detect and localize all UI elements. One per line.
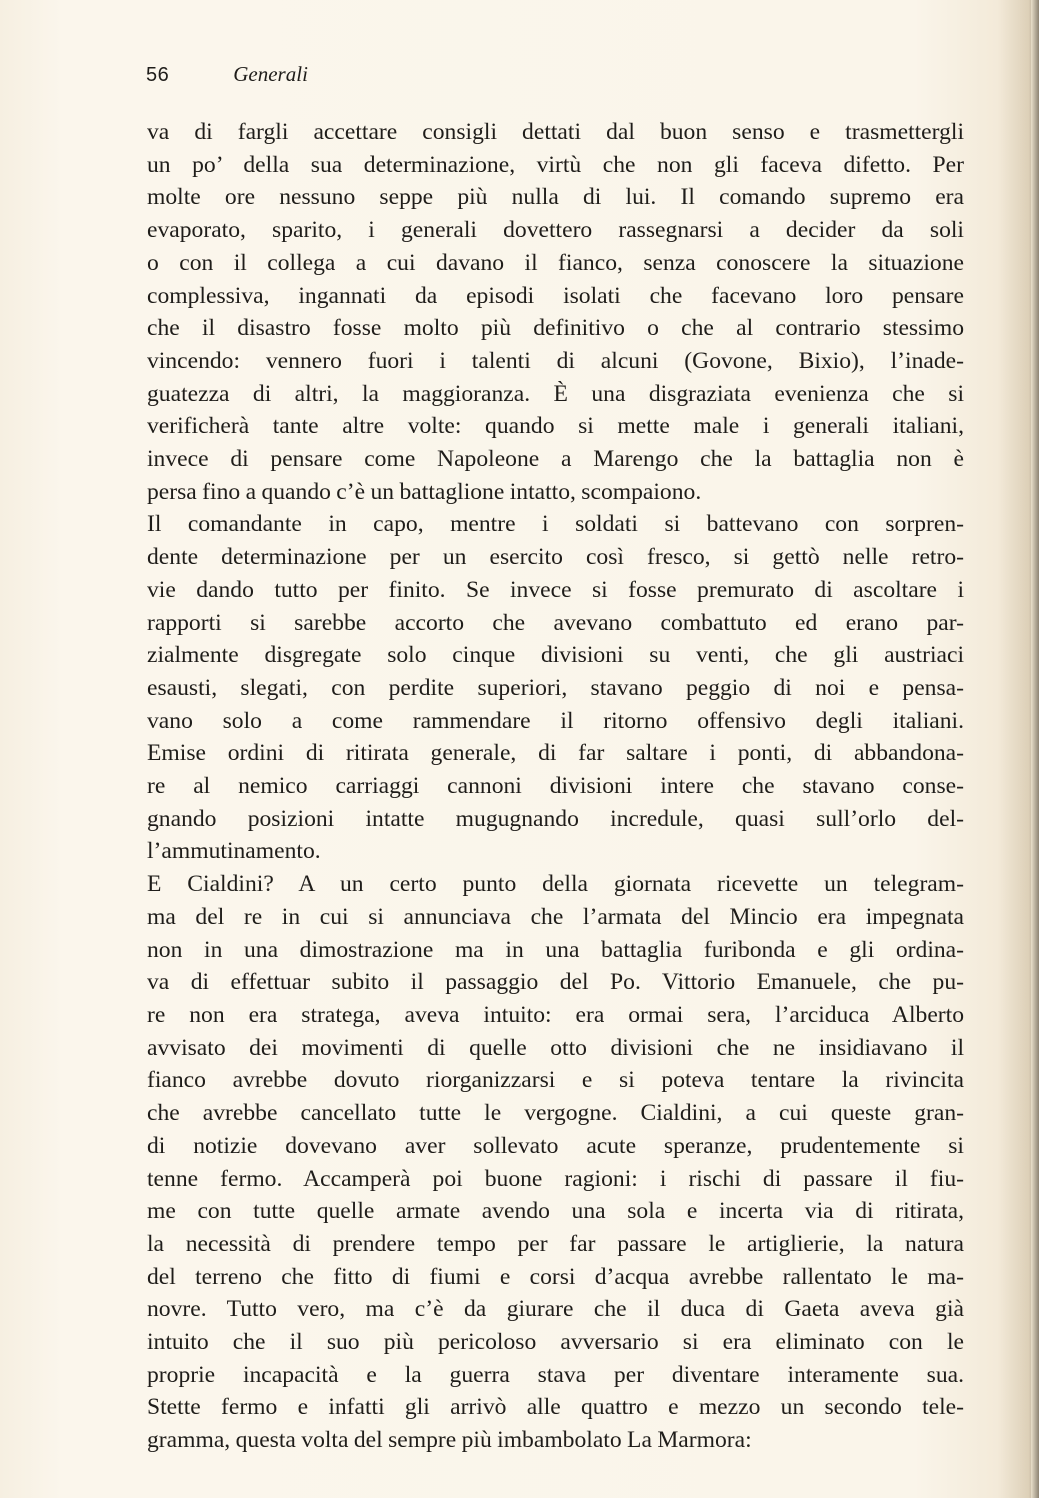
text-line: zialmente disgregate solo cinque divisioni su venti, che gli austriaci	[147, 642, 964, 669]
text-line: che avrebbe cancellato tutte le vergogne. Cialdini, a cui queste gran-	[147, 1100, 964, 1127]
text-line: la necessità di prendere tempo per far passare le artiglierie, la natura	[147, 1230, 964, 1257]
text-line: molte ore nessuno seppe più nulla di lui. Il comando supremo era	[147, 184, 964, 211]
text-line: avvisato dei movimenti di quelle otto divisioni che ne insidiavano il	[147, 1034, 964, 1061]
text-line: dente determinazione per un esercito così fresco, si gettò nelle retro-	[147, 544, 964, 571]
running-head	[146, 62, 308, 90]
text-line: vano solo a come rammendare il ritorno offensivo degli italiani.	[147, 707, 964, 734]
text-line: E Cialdini? A un certo punto della giornata ricevette un telegram-	[147, 871, 964, 898]
text-line: intuito che il suo più pericoloso avversario si era eliminato con le	[147, 1329, 964, 1356]
text-line: l’ammutinamento.	[147, 838, 321, 865]
text-line: Stette fermo e infatti gli arrivò alle quattro e mezzo un secondo tele-	[147, 1394, 964, 1421]
text-line: esausti, slegati, con perdite superiori, stavano peggio di noi e pensa-	[147, 674, 964, 701]
text-line: guatezza di altri, la maggioranza. È una disgraziata evenienza che si	[147, 380, 964, 407]
text-line: novre. Tutto vero, ma c’è da giurare che il duca di Gaeta aveva già	[147, 1296, 964, 1323]
text-line: persa fino a quando c’è un battaglione intatto, scompaiono.	[147, 478, 702, 505]
body-text	[147, 116, 964, 1457]
text-line: verificherà tante altre volte: quando si mette male i generali italiani,	[147, 413, 964, 440]
paragraph-2	[147, 508, 964, 868]
text-line: tenne fermo. Accamperà poi buone ragioni: i rischi di passare il fiu-	[147, 1165, 964, 1192]
text-line: Il comandante in capo, mentre i soldati si battevano con sorpren-	[147, 511, 964, 538]
text-line: di notizie dovevano aver sollevato acute speranze, prudentemente si	[147, 1132, 964, 1159]
text-line: me con tutte quelle armate avendo una sola e incerta via di ritirata,	[147, 1198, 964, 1225]
text-line: va di fargli accettare consigli dettati dal buon senso e trasmettergli	[147, 119, 964, 145]
section-title: Generali	[233, 62, 308, 86]
text-line: va di effettuar subito il passaggio del Po. Vittorio Emanuele, che pu-	[147, 969, 964, 996]
page-number: 56	[146, 64, 170, 86]
text-line: vincendo: vennero fuori i talenti di alcuni (Govone, Bixio), l’inade-	[147, 347, 964, 374]
page-edge-shadow	[1031, 0, 1039, 1498]
text-line: o con il collega a cui davano il fianco, senza conoscere la situazione	[147, 249, 964, 276]
text-line: re al nemico carriaggi cannoni divisioni intere che stavano conse-	[147, 773, 964, 800]
text-line: del terreno che fitto di fiumi e corsi d’acqua avrebbe rallentato le ma-	[147, 1263, 964, 1290]
text-line: gramma, questa volta del sempre più imbambolato La Marmora:	[147, 1427, 752, 1454]
paragraph-3	[147, 868, 964, 1457]
paragraph-1	[147, 116, 964, 508]
text-line: Emise ordini di ritirata generale, di far saltare i ponti, di abbandona-	[147, 740, 964, 767]
text-line: proprie incapacità e la guerra stava per diventare interamente sua.	[147, 1361, 964, 1388]
text-line: che il disastro fosse molto più definitivo o che al contrario stessimo	[147, 315, 964, 342]
text-line: un po’ della sua determinazione, virtù che non gli faceva difetto. Per	[147, 151, 964, 178]
text-line: vie dando tutto per finito. Se invece si fosse premurato di ascoltare i	[147, 576, 964, 603]
text-line: fianco avrebbe dovuto riorganizzarsi e si poteva tentare la rivincita	[147, 1067, 964, 1094]
text-line: rapporti si sarebbe accorto che avevano combattuto ed erano par-	[147, 609, 964, 636]
text-line: re non era stratega, aveva intuito: era ormai sera, l’arciduca Alberto	[147, 1001, 964, 1028]
text-line: ma del re in cui si annunciava che l’armata del Mincio era impegnata	[147, 903, 964, 930]
text-line: complessiva, ingannati da episodi isolati che facevano loro pensare	[147, 282, 964, 309]
text-line: invece di pensare come Napoleone a Marengo che la battaglia non è	[147, 446, 964, 473]
text-line: non in una dimostrazione ma in una battaglia furibonda e gli ordina-	[147, 936, 964, 963]
text-line: evaporato, sparito, i generali dovettero rassegnarsi a decider da soli	[147, 217, 964, 244]
text-line: gnando posizioni intatte mugugnando incredule, quasi sull’orlo del-	[147, 805, 964, 832]
